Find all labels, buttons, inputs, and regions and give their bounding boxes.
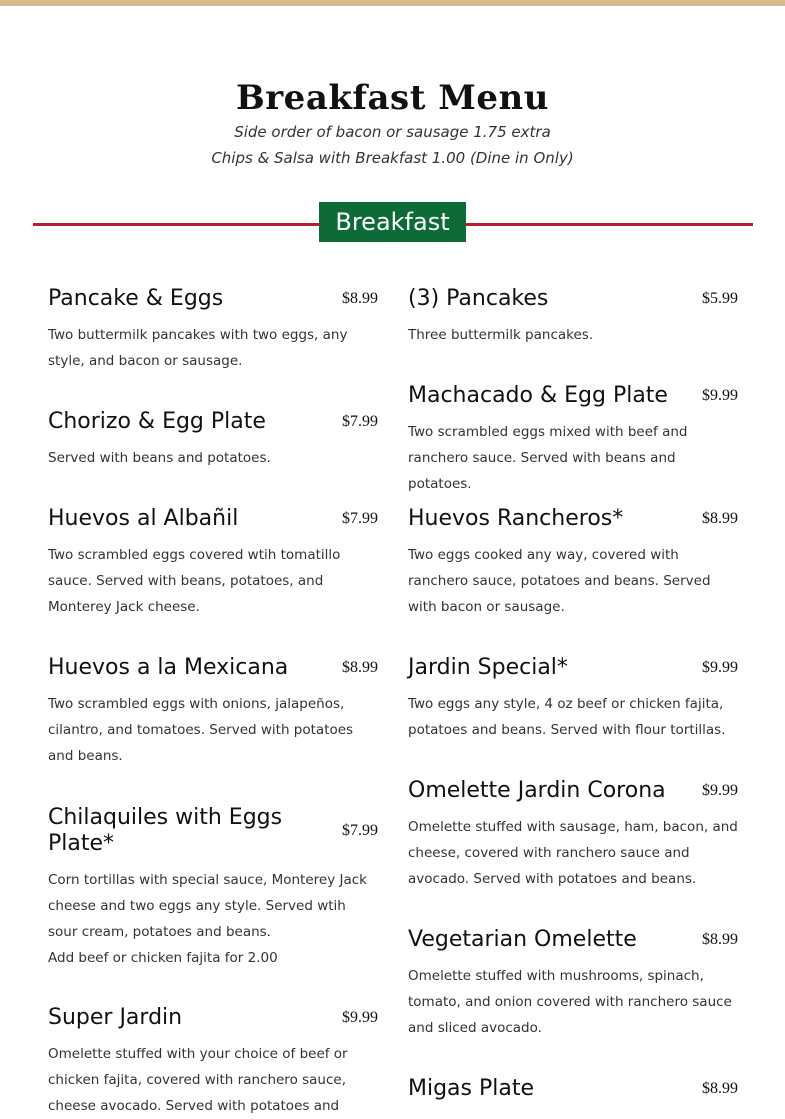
menu-item xyxy=(48,655,378,769)
item-description-line: Corn tortillas with special sauce, Monterey Jack cheese and two eggs any style. Served wtih sour cream, potatoes and beans. xyxy=(48,872,372,940)
menu-item xyxy=(408,506,738,620)
menu-item xyxy=(48,506,378,620)
menu-item xyxy=(48,286,378,374)
item-price: $8.99 xyxy=(342,290,378,307)
menu-item xyxy=(408,927,738,1041)
item-description-addon: Add beef or chicken fajita for 2.00 xyxy=(48,950,278,966)
item-name: Migas Plate xyxy=(408,1076,535,1101)
item-description xyxy=(408,963,738,1041)
item-name: Chilaquiles with Eggs Plate* xyxy=(48,805,283,856)
item-price: $5.99 xyxy=(702,290,738,307)
top-accent-bar xyxy=(0,0,785,6)
item-name: Huevos al Albañil xyxy=(48,506,239,531)
item-name: (3) Pancakes xyxy=(408,286,549,311)
item-description-line: Three buttermilk pancakes. xyxy=(408,327,594,343)
item-description xyxy=(48,542,378,620)
menu-item xyxy=(408,383,738,497)
item-description-line: Omelette stuffed with sausage, ham, bacon, and cheese, covered with ranchero sauce and avocado. Served with potatoes and beans. xyxy=(408,819,743,887)
item-name: Huevos Rancheros* xyxy=(408,506,624,531)
item-description xyxy=(48,867,378,971)
item-description xyxy=(408,542,738,620)
item-price: $8.99 xyxy=(702,510,738,527)
menu-item xyxy=(48,1005,378,1119)
item-description xyxy=(48,445,378,471)
item-description-line: Omelette stuffed with your choice of beef or chicken fajita, covered with ranchero sauce, cheese avocado. Served with potatoes and xyxy=(48,1046,352,1114)
menu-item xyxy=(408,286,738,348)
item-name: Jardin Special* xyxy=(408,655,568,680)
item-name: Machacado & Egg Plate xyxy=(408,383,668,408)
menu-item xyxy=(48,805,378,971)
menu-subtitle-chips-salsa: Chips & Salsa with Breakfast 1.00 (Dine in Only) xyxy=(211,149,574,167)
item-description-line: Two buttermilk pancakes with two eggs, any style, and bacon or sausage. xyxy=(48,327,352,369)
menu-subtitle-side-order: Side order of bacon or sausage 1.75 extra xyxy=(234,123,551,141)
item-description xyxy=(48,691,378,769)
item-description-line: Two scrambled eggs covered wtih tomatillo sauce. Served with beans, potatoes, and Monterey Jack cheese. xyxy=(48,547,345,615)
item-description xyxy=(408,814,743,892)
item-name: Huevos a la Mexicana xyxy=(48,655,289,680)
item-description-line: Two eggs cooked any way, covered with ranchero sauce, potatoes and beans. Served with bacon or sausage. xyxy=(408,547,715,615)
item-description-line: Served with beans and potatoes. xyxy=(48,450,271,466)
item-description xyxy=(408,419,738,497)
menu-item xyxy=(408,778,743,892)
item-name: Omelette Jardin Corona xyxy=(408,778,666,803)
item-name: Super Jardin xyxy=(48,1005,183,1030)
item-price: $8.99 xyxy=(702,931,738,948)
item-price: $9.99 xyxy=(702,659,738,676)
item-description xyxy=(408,322,738,348)
item-description-line: Two eggs any style, 4 oz beef or chicken fajita, potatoes and beans. Served with flour tortillas. xyxy=(408,696,728,738)
menu-item xyxy=(48,409,378,471)
menu-title: Breakfast Menu xyxy=(236,78,549,118)
menu-item xyxy=(408,655,738,743)
menu-item xyxy=(408,1076,738,1102)
item-name: Chorizo & Egg Plate xyxy=(48,409,266,434)
item-name: Pancake & Eggs xyxy=(48,286,224,311)
item-description-line: Two scrambled eggs with onions, jalapeños, cilantro, and tomatoes. Served with potatoes and beans. xyxy=(48,696,358,764)
item-price: $9.99 xyxy=(702,387,738,404)
item-price: $9.99 xyxy=(702,782,738,799)
item-price: $7.99 xyxy=(342,510,378,527)
item-description-line: Omelette stuffed with mushrooms, spinach, tomato, and onion covered with ranchero sauce and sliced avocado. xyxy=(408,968,737,1036)
item-price: $9.99 xyxy=(342,1009,378,1026)
item-description xyxy=(48,322,378,374)
item-price: $8.99 xyxy=(342,659,378,676)
section-heading-breakfast: Breakfast xyxy=(319,202,466,242)
item-name: Vegetarian Omelette xyxy=(408,927,637,952)
item-price: $8.99 xyxy=(702,1080,738,1097)
item-price: $7.99 xyxy=(342,822,378,839)
item-description-line: Two scrambled eggs mixed with beef and ranchero sauce. Served with beans and potatoes. xyxy=(408,424,692,492)
item-price: $7.99 xyxy=(342,413,378,430)
item-description xyxy=(408,691,738,743)
item-description xyxy=(48,1041,378,1119)
